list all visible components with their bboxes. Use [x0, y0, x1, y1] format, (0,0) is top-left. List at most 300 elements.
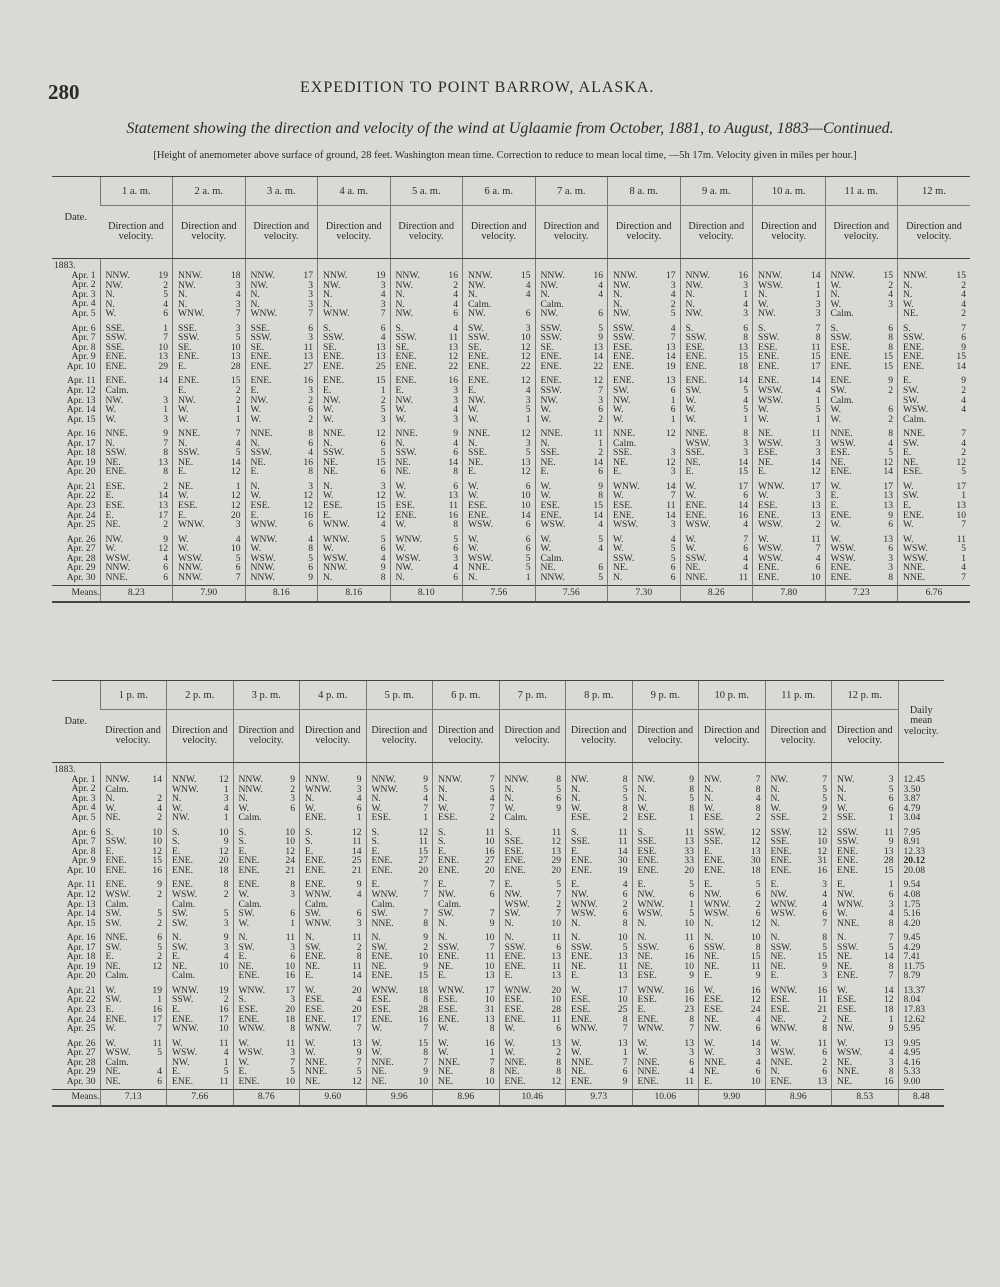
wind-velocity: 6 — [689, 1056, 694, 1068]
wind-cell — [233, 984, 300, 1037]
wind-velocity: 8 — [223, 879, 229, 891]
wind-velocity: 9 — [556, 802, 561, 814]
wind-velocity: 13 — [158, 351, 168, 363]
wind-observation — [613, 415, 680, 425]
wind-velocity: 7 — [308, 308, 313, 320]
mean-value: 7.13 — [100, 1090, 167, 1106]
wind-direction: N. — [837, 783, 847, 795]
wind-direction: NW. — [172, 1056, 190, 1068]
wind-velocity: 13 — [158, 456, 168, 468]
wind-direction: E. — [685, 466, 694, 478]
wind-velocity: 7 — [556, 889, 561, 901]
wind-direction: WSW. — [758, 385, 783, 397]
wind-velocity: 21 — [285, 864, 295, 876]
wind-direction: W. — [903, 519, 914, 531]
mean-value: 9.73 — [566, 1090, 633, 1106]
wind-velocity: 7 — [888, 970, 894, 982]
wind-cell — [832, 763, 899, 826]
wind-direction: ENE. — [172, 864, 194, 876]
wind-velocity: 5 — [157, 908, 162, 920]
wind-direction: ENE. — [685, 375, 707, 387]
wind-direction: W. — [571, 984, 582, 996]
wind-direction: SSW. — [105, 836, 127, 848]
wind-velocity: 10 — [285, 826, 295, 838]
wind-direction: WNW. — [704, 898, 731, 910]
wind-velocity: 9 — [163, 533, 168, 545]
wind-cell — [566, 826, 633, 879]
wind-direction: ENE. — [468, 375, 490, 387]
wind-cell — [390, 322, 463, 375]
wind-direction: SW. — [238, 941, 255, 953]
wind-observation — [771, 1024, 832, 1034]
date-cell — [52, 322, 100, 375]
wind-cell — [632, 878, 699, 931]
wind-direction: S. — [172, 836, 180, 848]
wind-velocity: 9 — [689, 970, 694, 982]
wind-observation — [903, 467, 970, 477]
wind-observation — [468, 376, 535, 386]
wind-velocity: 7 — [235, 571, 241, 583]
wind-cell — [100, 984, 167, 1037]
wind-velocity: 4 — [743, 394, 748, 406]
wind-velocity: 4 — [822, 898, 827, 910]
date-cell — [52, 984, 100, 1037]
wind-cell — [318, 259, 391, 322]
hour-header-row — [52, 681, 944, 710]
wind-velocity: 15 — [817, 951, 827, 963]
wind-velocity: 2 — [822, 812, 827, 824]
direction-velocity-label: Direction and velocity. — [100, 206, 173, 259]
wind-direction: NW. — [504, 889, 523, 901]
wind-direction: WNW. — [323, 308, 350, 320]
date-label: Apr. 30 — [66, 1075, 96, 1087]
wind-velocity: 8 — [888, 571, 893, 583]
wind-direction: E. — [770, 879, 779, 891]
wind-direction: ESE. — [637, 970, 657, 982]
wind-velocity: 4 — [157, 802, 162, 814]
wind-velocity: 3 — [743, 279, 748, 291]
wind-cell — [535, 427, 608, 480]
wind-velocity: 1 — [163, 322, 168, 334]
date-cell — [52, 763, 100, 826]
year-label: 1883. — [54, 764, 76, 775]
wind-cell — [233, 1037, 300, 1090]
wind-observation — [771, 971, 832, 981]
wind-direction: ESE. — [704, 812, 724, 824]
wind-cell — [233, 878, 300, 931]
wind-velocity: 19 — [218, 984, 229, 996]
wind-velocity: 11 — [152, 1037, 162, 1049]
wind-direction: NE. — [105, 812, 121, 824]
wind-velocity: 16 — [738, 509, 748, 521]
wind-direction: ENE. — [685, 509, 707, 521]
mean-value: 10.46 — [499, 1090, 566, 1106]
wind-velocity: 6 — [489, 889, 495, 901]
daily-mean-value: 9.95 — [903, 1037, 921, 1049]
wind-direction: W. — [613, 490, 624, 502]
wind-direction: ENE. — [770, 855, 792, 867]
wind-velocity: 7 — [622, 1023, 628, 1035]
wind-direction: N. — [238, 793, 248, 805]
wind-velocity: 17 — [152, 1013, 162, 1025]
wind-direction: SE. — [178, 341, 192, 353]
wind-direction: SSW. — [178, 447, 200, 459]
wind-velocity: 13 — [883, 533, 893, 545]
wind-direction: NNW. — [613, 270, 638, 281]
wind-direction: WNW. — [371, 984, 399, 996]
wind-velocity: 3 — [453, 385, 458, 397]
wind-direction: Calm. — [172, 970, 196, 982]
wind-cell — [173, 533, 246, 586]
wind-observation — [172, 971, 233, 981]
wind-direction: SSE. — [540, 447, 560, 459]
wind-observation — [613, 458, 680, 468]
direction-velocity-label: Direction and velocity. — [632, 710, 699, 763]
wind-observation — [837, 866, 898, 876]
wind-direction: N. — [323, 298, 333, 310]
wind-direction: ENE. — [903, 509, 925, 521]
wind-direction: S. — [305, 826, 313, 838]
wind-velocity: 12 — [883, 456, 893, 468]
wind-direction: NW. — [685, 279, 704, 291]
wind-direction: W. — [238, 917, 250, 929]
wind-observation — [638, 866, 699, 876]
wind-velocity: 13 — [551, 951, 561, 963]
wind-velocity: 6 — [453, 480, 458, 492]
wind-direction: W. — [540, 533, 552, 545]
wind-observation — [106, 813, 167, 823]
wind-velocity: 6 — [822, 1066, 827, 1078]
wind-velocity: 1 — [163, 404, 168, 416]
wind-direction: NNE. — [105, 932, 128, 944]
wind-velocity: 10 — [551, 917, 561, 929]
wind-velocity: 28 — [883, 855, 894, 867]
wind-direction: N. — [250, 298, 260, 310]
wind-observation — [305, 813, 366, 823]
wind-direction: W. — [770, 1037, 782, 1049]
wind-velocity: 3 — [290, 889, 295, 901]
wind-velocity: 5 — [743, 385, 748, 397]
date-header: Date. — [52, 681, 100, 763]
wind-observation — [239, 866, 300, 876]
wind-observation — [172, 1024, 233, 1034]
wind-velocity: 1 — [743, 413, 748, 425]
wind-direction: SE. — [395, 341, 410, 353]
wind-velocity: 3 — [888, 562, 893, 574]
wind-observation — [903, 520, 970, 530]
wind-velocity: 4 — [235, 437, 241, 449]
wind-velocity: 8 — [489, 1066, 495, 1078]
wind-cell — [608, 533, 681, 586]
wind-direction: N. — [704, 783, 714, 795]
wind-velocity: 11 — [618, 826, 628, 838]
mean-value: 8.10 — [390, 586, 463, 602]
mean-value: 7.56 — [535, 586, 608, 602]
wind-velocity: 2 — [961, 279, 966, 291]
wind-velocity: 6 — [308, 519, 313, 531]
hour-header-row — [52, 177, 970, 206]
date-label: Apr. 19 — [66, 456, 96, 468]
wind-direction: W. — [830, 519, 842, 531]
wind-direction: N. — [571, 793, 581, 805]
wind-direction: E. — [371, 845, 380, 857]
wind-direction: W. — [305, 1037, 316, 1049]
wind-direction: ESE. — [571, 1004, 591, 1016]
wind-cell — [433, 1037, 500, 1090]
wind-direction: E. — [172, 1066, 181, 1078]
wind-velocity: 3 — [689, 1047, 694, 1059]
wind-velocity: 10 — [418, 951, 428, 963]
wind-direction: NNW. — [685, 270, 710, 281]
wind-direction: NE. — [837, 1075, 853, 1087]
wind-direction: SSE. — [837, 812, 856, 824]
wind-velocity: 12 — [230, 500, 241, 512]
wind-observation — [704, 971, 765, 981]
wind-direction: WSW. — [758, 552, 783, 564]
wind-velocity: 7 — [961, 519, 966, 531]
wind-velocity: 2 — [815, 519, 821, 531]
wind-velocity: 5 — [815, 404, 821, 416]
wind-direction: WSW. — [250, 552, 276, 564]
date-label: Apr. 26 — [66, 1037, 96, 1049]
date-cell — [52, 878, 100, 931]
wind-velocity: 20 — [218, 855, 229, 867]
wind-direction: NE. — [903, 308, 919, 320]
wind-velocity: 9 — [308, 571, 313, 583]
wind-velocity: 7 — [380, 308, 386, 320]
wind-velocity: 7 — [489, 1056, 495, 1068]
wind-velocity: 21 — [351, 864, 362, 876]
wind-observation — [396, 309, 463, 319]
wind-direction: W. — [837, 984, 848, 996]
wind-velocity: 14 — [750, 1037, 761, 1049]
wind-observation — [837, 1077, 898, 1087]
wind-cell — [173, 480, 246, 533]
wind-velocity: 3 — [815, 298, 821, 310]
wind-direction: S. — [238, 826, 247, 838]
wind-direction: NNE. — [395, 428, 418, 440]
wind-direction: WNW. — [305, 783, 332, 795]
wind-observation — [106, 467, 173, 477]
wind-velocity: 12 — [520, 341, 531, 353]
wind-observation — [505, 866, 566, 876]
wind-cell — [390, 480, 463, 533]
wind-cell — [566, 931, 633, 984]
wind-direction: W. — [371, 1047, 383, 1059]
wind-velocity: 4 — [743, 519, 748, 531]
wind-direction: ENE. — [704, 864, 726, 876]
wind-velocity: 14 — [738, 375, 748, 387]
wind-direction: W. — [504, 802, 516, 814]
wind-observation — [903, 362, 970, 372]
wind-velocity: 15 — [230, 375, 241, 387]
mean-value: 7.30 — [608, 586, 681, 602]
wind-direction: N. — [571, 917, 581, 929]
wind-cell — [245, 374, 318, 427]
wind-direction: WSW. — [105, 889, 131, 901]
wind-velocity: 10 — [484, 994, 495, 1006]
wind-velocity: 3 — [308, 289, 313, 301]
date-cell — [52, 427, 100, 480]
wind-velocity: 4 — [888, 437, 893, 449]
wind-direction: SE. — [468, 341, 482, 353]
wind-direction: Calm. — [105, 970, 129, 982]
wind-velocity: 9 — [822, 802, 827, 814]
wind-velocity: 15 — [750, 951, 761, 963]
wind-velocity: 14 — [520, 509, 531, 521]
wind-observation — [239, 813, 300, 823]
wind-direction: NW. — [770, 774, 789, 785]
wind-cell — [433, 984, 500, 1037]
wind-direction: E. — [172, 1004, 181, 1016]
wind-velocity: 2 — [356, 941, 362, 953]
wind-direction: W. — [704, 1047, 715, 1059]
wind-velocity: 3 — [380, 279, 386, 291]
wind-direction: S. — [758, 322, 766, 334]
wind-velocity: 4 — [380, 332, 386, 344]
wind-velocity: 3 — [453, 394, 458, 406]
date-label: Apr. 7 — [71, 332, 96, 344]
wind-observation — [903, 415, 970, 425]
wind-direction: N. — [704, 917, 714, 929]
means-row — [52, 1090, 944, 1106]
wind-cell — [825, 259, 898, 322]
wind-direction: ENE. — [504, 855, 526, 867]
wind-velocity: 11 — [285, 1037, 295, 1049]
wind-velocity: 3 — [822, 970, 827, 982]
wind-direction: NE. — [704, 1066, 720, 1078]
wind-velocity: 30 — [617, 855, 628, 867]
means-label: Means. — [52, 1090, 100, 1106]
wind-direction: N. — [105, 793, 115, 805]
wind-velocity: 16 — [484, 845, 495, 857]
wind-velocity: 12 — [551, 836, 561, 848]
wind-direction: NW. — [540, 279, 559, 291]
wind-velocity: 20 — [551, 864, 561, 876]
hour-header: 10 p. m. — [699, 681, 766, 710]
wind-velocity: 4 — [356, 793, 362, 805]
wind-direction: E. — [172, 845, 181, 857]
wind-direction: W. — [105, 1037, 117, 1049]
wind-velocity: 11 — [551, 826, 561, 838]
wind-velocity: 3 — [815, 308, 821, 320]
wind-observation — [172, 1077, 233, 1087]
wind-velocity: 2 — [489, 812, 495, 824]
wind-velocity: 5 — [598, 533, 603, 545]
mean-value: 8.96 — [765, 1090, 832, 1106]
wind-velocity: 4 — [423, 793, 428, 805]
date-label: Apr. 5 — [71, 307, 96, 319]
wind-direction: S. — [371, 836, 380, 848]
wind-direction: ENE. — [613, 375, 635, 387]
wind-direction: Calm. — [105, 1056, 129, 1068]
wind-direction: NW. — [637, 774, 656, 785]
wind-direction: ENE. — [178, 375, 200, 387]
wind-direction: ENE. — [903, 351, 925, 363]
wind-direction: SSW. — [323, 447, 345, 459]
wind-direction: SW. — [172, 941, 188, 953]
wind-direction: ENE. — [238, 879, 260, 891]
date-label: Apr. 3 — [71, 792, 96, 804]
wind-direction: E. — [105, 509, 114, 521]
wind-direction: ESE. — [371, 1004, 391, 1016]
mean-value: 9.96 — [366, 1090, 433, 1106]
daily-mean-value: 1.75 — [903, 898, 921, 910]
wind-direction: Calm. — [105, 898, 129, 910]
wind-direction: SSW. — [758, 332, 780, 344]
wind-velocity: 11 — [811, 428, 821, 440]
wind-velocity: 15 — [418, 845, 428, 857]
wind-velocity: 9 — [223, 836, 229, 848]
wind-velocity: 14 — [738, 456, 748, 468]
wind-cell — [100, 259, 173, 322]
wind-direction: NE. — [704, 960, 720, 972]
wind-velocity: 9 — [822, 960, 827, 972]
wind-velocity: 1 — [223, 1056, 229, 1068]
wind-velocity: 9 — [453, 428, 458, 440]
wind-cell — [245, 427, 318, 480]
wind-velocity: 7 — [290, 1056, 295, 1068]
wind-velocity: 5 — [888, 941, 894, 953]
wind-direction: SSW. — [105, 447, 127, 459]
wind-direction: WNW. — [178, 308, 205, 320]
wind-direction: NNE. — [305, 1066, 328, 1078]
wind-direction: Calm. — [371, 898, 395, 910]
wind-velocity: 2 — [670, 298, 676, 310]
wind-velocity: 1 — [235, 404, 241, 416]
wind-velocity: 9 — [961, 375, 966, 387]
wind-velocity: 9 — [423, 960, 428, 972]
wind-velocity: 22 — [520, 360, 531, 372]
direction-velocity-label: Direction and velocity. — [433, 710, 500, 763]
wind-cell — [390, 533, 463, 586]
wind-velocity: 33 — [684, 845, 694, 857]
date-label: Apr. 20 — [66, 970, 96, 982]
wind-observation — [323, 281, 390, 291]
wind-direction: N. — [323, 437, 333, 449]
wind-observation — [251, 362, 318, 372]
wind-velocity: 20 — [551, 984, 561, 996]
wind-direction: SSW. — [637, 941, 659, 953]
wind-velocity: 15 — [418, 1037, 428, 1049]
wind-observation — [106, 1077, 167, 1087]
wind-velocity: 16 — [448, 509, 458, 521]
wind-direction: ENE. — [540, 351, 562, 363]
wind-direction: E. — [178, 509, 187, 521]
direction-velocity-label: Direction and velocity. — [608, 206, 681, 259]
wind-velocity: 33 — [684, 855, 694, 867]
wind-velocity: 16 — [817, 984, 827, 996]
wind-cell — [632, 826, 699, 879]
wind-observation — [106, 919, 167, 929]
wind-direction: NE. — [770, 960, 786, 972]
wind-direction: ESE. — [371, 994, 391, 1006]
wind-direction: E. — [540, 466, 549, 478]
wind-velocity: 5 — [822, 941, 827, 953]
wind-direction: NNE. — [830, 428, 853, 440]
wind-direction: SSE. — [571, 836, 590, 848]
wind-cell — [167, 826, 234, 879]
wind-observation — [638, 1077, 699, 1087]
wind-velocity: 11 — [352, 836, 362, 848]
wind-direction: ESE. — [305, 994, 325, 1006]
wind-direction: WNW. — [250, 308, 278, 320]
date-label: Apr. 27 — [66, 543, 96, 555]
wind-velocity: 13 — [551, 845, 561, 857]
wind-velocity: 2 — [423, 941, 428, 953]
wind-direction: SW. — [903, 394, 919, 406]
wind-direction: WSW. — [685, 519, 711, 531]
